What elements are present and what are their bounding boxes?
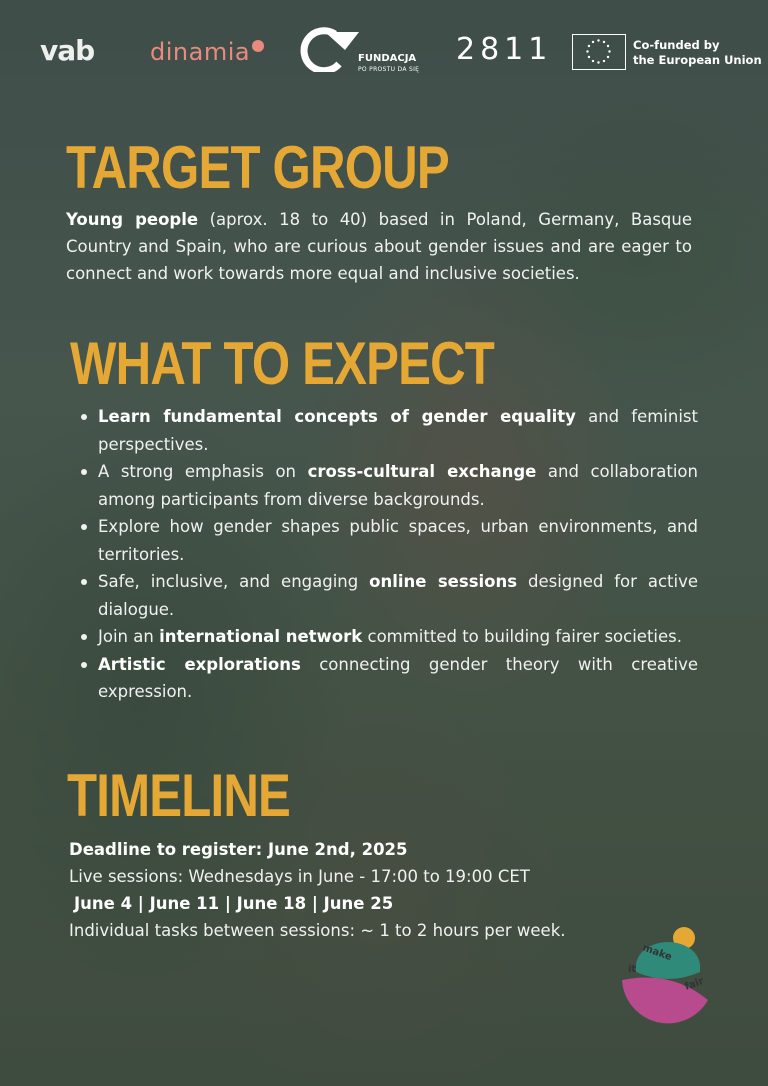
timeline-heading: TIMELINE <box>67 762 291 829</box>
fundacja-logo: FUNDACJA <box>358 53 417 64</box>
live-sessions-info: Live sessions: Wednesdays in June - 17:00 to 19:00 CET <box>69 867 530 886</box>
eu-star <box>603 41 605 43</box>
list-item: Artistic explorations connecting gender theory with creative expression. <box>98 651 698 706</box>
eu-star <box>607 56 609 58</box>
mif-it: it <box>628 964 637 975</box>
eu-star <box>588 45 590 47</box>
list-item: Explore how gender shapes public spaces, urban environments, and territories. <box>98 513 698 568</box>
list-item: Learn fundamental concepts of gender equality and feminist perspectives. <box>98 403 698 458</box>
mif-make: make <box>640 942 674 964</box>
eu-star <box>597 39 599 41</box>
eu-star <box>607 45 609 47</box>
what-to-expect-heading: WHAT TO EXPECT <box>70 330 495 397</box>
eu-stars-flag-icon <box>572 34 626 70</box>
eu-star <box>586 50 588 52</box>
list-item: Safe, inclusive, and engaging online sessions designed for active dialogue. <box>98 568 698 623</box>
make-it-fair-logo <box>612 924 722 1036</box>
target-group-body: (aprox. 18 to 40) based in Poland, Germany, Basque Country and Spain, who are curious about gender issues and are eager to connect and work towards more equal and inclusive societies. <box>66 210 693 283</box>
eu-line-2: the European Union <box>633 53 762 67</box>
session-dates: June 4 | June 11 | June 18 | June 25 <box>74 894 394 913</box>
fundacja-subtitle: PO PROSTU DA SIĘ <box>358 66 420 73</box>
list-item: Join an international network committed to building fairer societies. <box>98 623 698 651</box>
eu-cofunded-text <box>633 38 762 68</box>
expect-list <box>98 403 698 706</box>
eu-line-1: Co-funded by <box>633 38 720 52</box>
eu-star <box>592 41 594 43</box>
circle-arrow-icon <box>295 26 361 72</box>
vab-logo: vab <box>40 34 95 67</box>
eu-star <box>592 60 594 62</box>
timeline-details <box>69 836 689 944</box>
eu-star <box>588 56 590 58</box>
target-group-lead: Young people <box>66 210 199 229</box>
target-group-text <box>66 206 692 287</box>
partner-logos <box>0 24 768 84</box>
target-group-heading: TARGET GROUP <box>66 134 449 201</box>
list-item: A strong emphasis on cross-cultural exchange and collaboration among participants from diverse backgrounds. <box>98 458 698 513</box>
eu-star <box>597 61 599 63</box>
mif-fair: fair <box>683 975 706 993</box>
dinamia-dot-icon <box>252 40 264 52</box>
individual-tasks-info: Individual tasks between sessions: ~ 1 to 2 hours per week. <box>69 921 566 940</box>
logo-2811: 2811 <box>456 32 553 67</box>
eu-star <box>603 60 605 62</box>
dinamia-logo: dinamia <box>150 38 251 66</box>
eu-star <box>608 50 610 52</box>
registration-deadline: Deadline to register: June 2nd, 2025 <box>69 840 408 859</box>
